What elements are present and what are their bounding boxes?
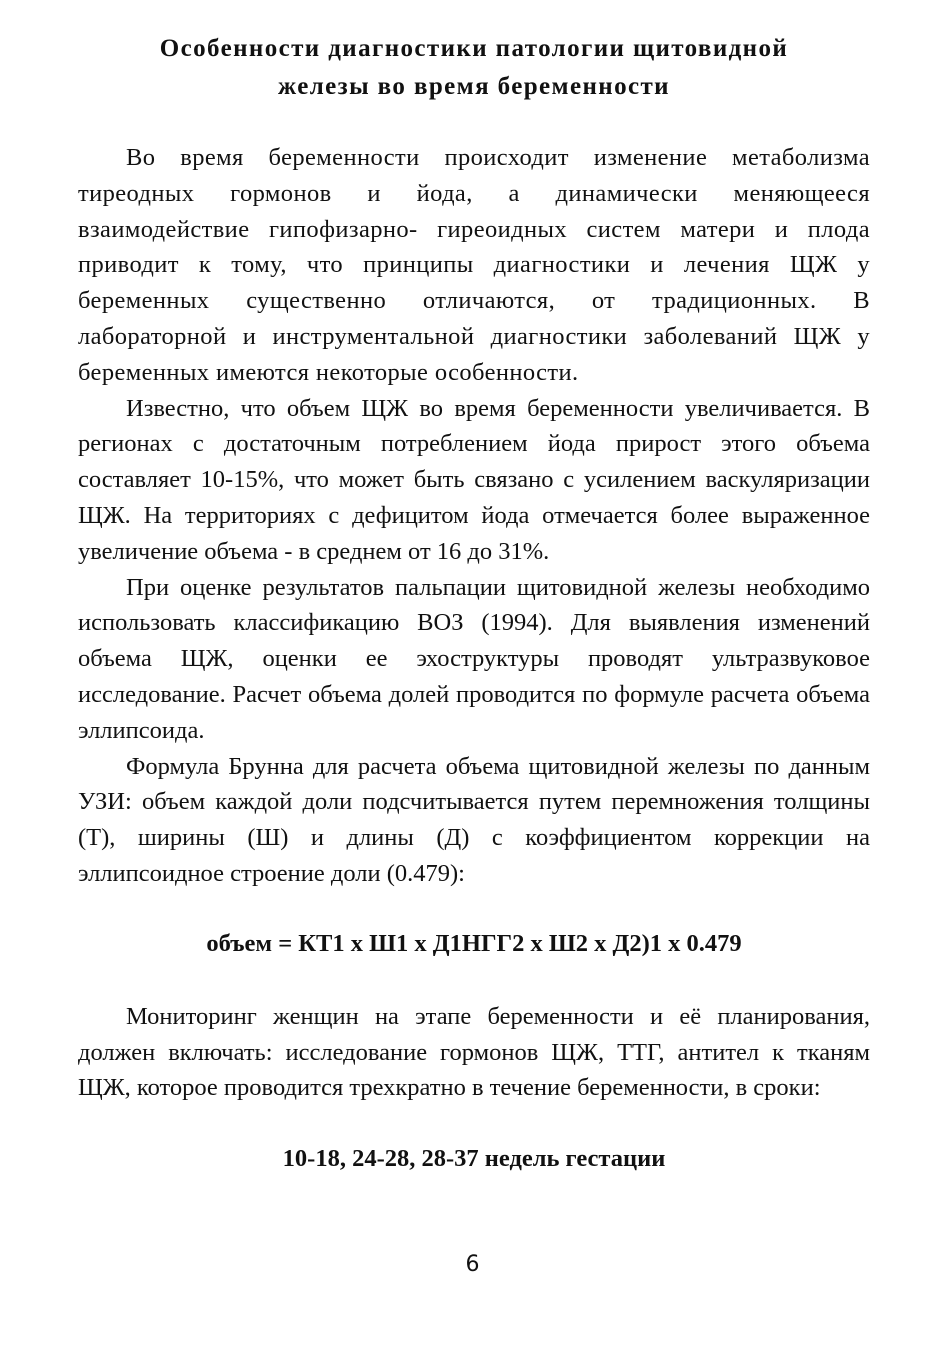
title-line-2: железы во время беременности — [278, 73, 670, 100]
paragraph-brunn-formula: Формула Брунна для расчета объема щитовидной железы по данным УЗИ: объем каждой доли подсчитывается путем перемножения толщины (Т), ширины (Ш) и длины (Д) с коэффициентом коррекции на эллипсоидное строение доли (0.479): — [78, 752, 870, 887]
paragraph-palpation: При оценке результатов пальпации щитовидной железы необходимо использовать классификацию ВОЗ (1994). Для выявления изменений объема ЩЖ, оценки ее эхоструктуры проводят ультразвуковое исследование. Расчет объема долей проводится по формуле расчета объема эллипсоида. — [78, 573, 870, 744]
paragraph-metabolism: Во время беременности происходит изменение метаболизма тиреодных гормонов и йода, а динамически меняющееся взаимодействие гипофизарно- гиреоидных систем матери и плода приводит к тому, что принципы диагностики и лечения ЩЖ у беременных существенно отличаются, от традиционных. В лабораторной и инструментальной диагностики заболеваний ЩЖ у беременных имеются некоторые особенности. — [78, 144, 870, 386]
gestation-terms: 10-18, 24-28, 28-37 недель гестации — [282, 1145, 666, 1173]
page-number: 6 — [465, 1252, 480, 1277]
document-page — [78, 30, 870, 1177]
document-title — [78, 30, 870, 106]
paragraph-monitoring: Мониторинг женщин на этапе беременности и её планирования, должен включать: исследование гормонов ЩЖ, ТТГ, антител к тканям ЩЖ, которое проводится трехкратно в течение беременности, в сроки: — [78, 1002, 870, 1102]
title-line-1: Особенности диагностики патологии щитовидной — [159, 35, 789, 62]
paragraph-volume-increase: Известно, что объем ЩЖ во время беременности увеличивается. В регионах с достаточным потреблением йода прирост этого объема составляет 10-15%, что может быть связано с усилением васкуляризации ЩЖ. На территориях с дефицитом йода отмечается более выраженное увеличение объема - в среднем от 16 до 31%. — [78, 394, 870, 565]
volume-formula: объем = КТ1 х Ш1 х Д1НГГ2 х Ш2 х Д2)1 х 0.479 — [206, 929, 742, 957]
